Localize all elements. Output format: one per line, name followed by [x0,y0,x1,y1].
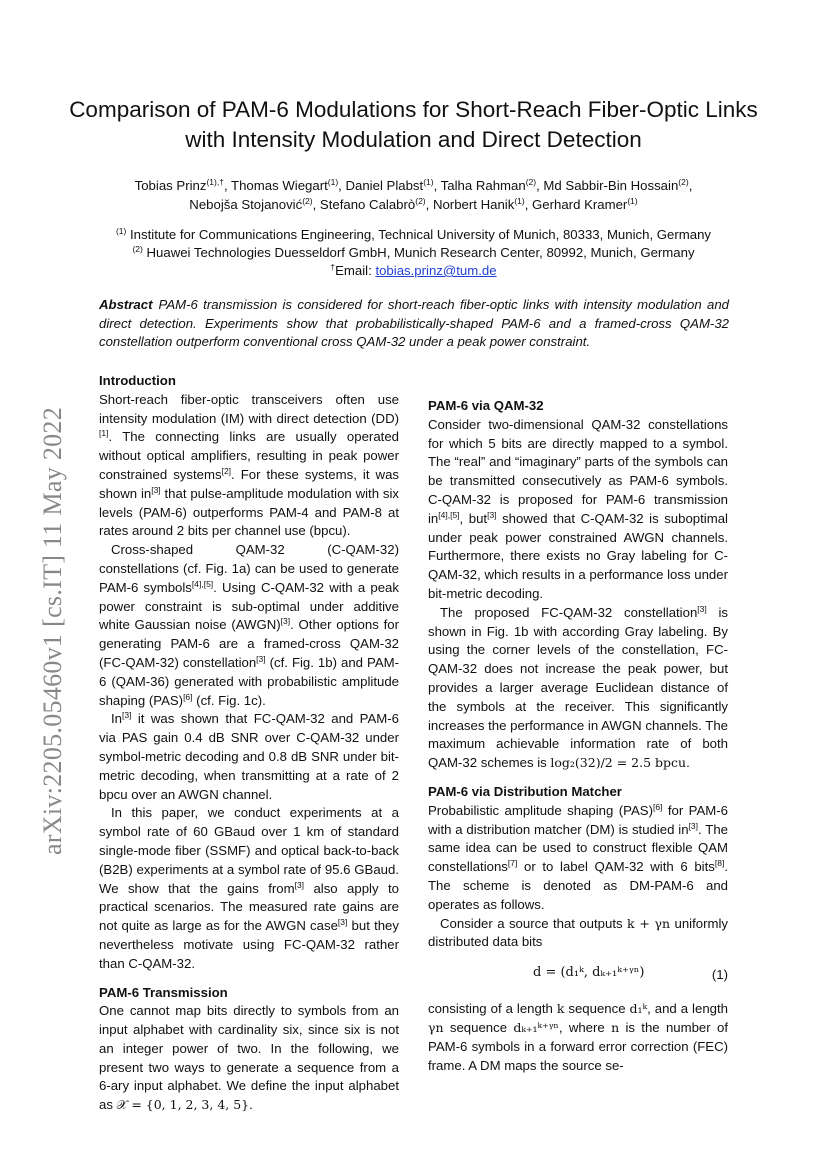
citation: [3] [151,484,161,495]
inline-math: dₖ₊₁ᵏ⁺ᵞⁿ [513,1019,559,1035]
citation: [4],[5] [438,509,460,520]
affil-marker: † [330,262,336,272]
inline-math: d₁ᵏ [629,1001,648,1017]
citation: [3] [487,509,497,520]
inline-math: k + γn [627,915,671,931]
arxiv-sidebar-identifier: arXiv:2205.05460v1 [cs.IT] 11 May 2022 [38,406,67,855]
author-name: , Thomas Wiegart [223,178,328,193]
citation: [1] [99,428,109,439]
equation-expression: d = (d₁ᵏ, dₖ₊₁ᵏ⁺ᵞⁿ) [533,965,645,981]
citation: [4],[5] [191,578,214,589]
paper-title: Comparison of PAM-6 Modulations for Short-Reach Fiber-Optic Links with Intensity Modulation and Direct Detection [69,97,758,152]
author-name: Tobias Prinz [134,178,207,193]
citation: [3] [697,603,707,614]
inline-math: n [611,1019,620,1035]
section-heading-pam6-via-dm: PAM-6 via Distribution Matcher [428,783,622,799]
author-affil-marker: (2) [525,177,537,187]
author-affil-marker: (1) [627,196,638,206]
citation: [6] [183,691,193,702]
citation: [8] [714,858,725,869]
affil-marker: (2) [132,244,143,254]
author-affil-marker: (1) [514,196,525,206]
input-alphabet-math: 𝒳 = {0, 1, 2, 3, 4, 5} [116,1097,250,1113]
affiliation-line-1 [60,226,767,244]
author-name: , Md Sabbir-Bin Hossain [536,178,679,193]
author-separator: , [688,178,693,193]
section-heading-introduction: Introduction [99,373,176,388]
citation: [3] [256,653,266,664]
author-name: Nebojša Stojanović [189,197,303,212]
author-affil-marker: (2) [302,196,313,206]
equation-1 [428,956,728,994]
left-column [99,372,399,1115]
abstract [99,296,729,352]
email-link[interactable]: tobias.prinz@tum.de [375,263,497,278]
abstract-label: Abstract [99,297,153,312]
affiliation-line-2 [60,244,767,262]
citation: [3] [294,879,305,890]
email-line [60,262,767,280]
author-affil-marker: (2) [415,196,426,206]
section-heading-pam6-transmission: PAM-6 Transmission [99,984,228,1000]
inline-math: k [556,1001,565,1017]
equation-number: (1) [711,967,728,983]
author-name: , Gerhard Kramer [524,197,628,212]
affil-marker: (1) [115,226,127,236]
section-heading-pam6-via-qam32: PAM-6 via QAM-32 [428,398,544,413]
paragraph: Short-reach fiber-optic transceivers often use intensity modulation (IM) with direct detection (DD)[1]. The connecting links are usually operated without optical amplifiers, resulting in peak power constrained systems[2]. For these systems, it was shown in[3] that pulse-amplitude modulation with six levels (PAM-6) outperforms PAM-4 and PAM-8 at rates around 2 bits per channel use (bpcu). [99,391,399,539]
author-affil-marker: (1) [423,177,434,187]
author-affil-marker: (1),† [206,177,224,187]
affil-text: Huawei Technologies Duesseldorf GmbH, Munich Research Center, 80992, Munich, Germany [142,245,695,260]
citation: [3] [688,820,699,831]
rate-math: log₂(32)/2 = 2.5 bpcu [550,755,687,771]
inline-math: γn [428,1019,444,1035]
citation: [3] [337,917,348,928]
paragraph: The proposed FC-QAM-32 constellation[3] is shown in Fig. 1b with according Gray labeling. By using the corner levels of the constellation, FC-QAM-32 does not increase the peak power, but provides a larger average Euclidean distance of the symbols at the receiver. This significantly increases the performance in AWGN channels. The maximum achievable information rate of both QAM-32 schemes is log₂(32)/2 = 2.5 bpcu. [428,603,729,771]
affil-text: Institute for Communications Engineering, Technical University of Munich, 80333, Munich, Germany [126,227,712,242]
paragraph: In this paper, we conduct experiments at a symbol rate of 60 GBaud over 1 km of standard single-mode fiber (SSMF) and optical back-to-back (B2B) experiments at a symbol rate of 95.6 GBaud. We show that the gains from[3] also apply to practical scenarios. The measured rate gains are not quite as large as for the AWGN case[3] but they nevertheless motivate using FC-QAM-32 rather than C-QAM-32. [99,805,399,971]
paragraph: One cannot map bits directly to symbols from an input alphabet with cardinality six, since six is not an integer power of two. In the following, we present two ways to generate a sequence from a 6-ary input alphabet. We define the input alphabet as 𝒳 = {0, 1, 2, 3, 4, 5}. [99,1003,399,1113]
abstract-text: PAM-6 transmission is considered for short-reach fiber-optic links with intensity modulation and direct detection. Experiments show that probabilistically-shaped PAM-6 and a framed-cross QAM-32 constellation outperform conventional cross QAM-32 under a peak power constraint. [99,297,729,349]
author-affil-marker: (1) [327,177,339,187]
paragraph: Probabilistic amplitude shaping (PAS)[6] for PAM-6 with a distribution matcher (DM) is studied in[3]. The same idea can be used to construct flexible QAM constellations[7] or to label QAM-32 with 6 bits[8]. The scheme is denoted as DM-PAM-6 and operates as follows. [428,801,729,912]
author-name: , Daniel Plabst [338,178,424,193]
author-name: , Norbert Hanik [425,197,515,212]
author-affil-marker: (2) [678,177,689,187]
right-column [428,391,728,1075]
citation: [2] [221,465,232,476]
author-list [60,176,767,214]
citation: [3] [280,616,291,627]
paragraph: Consider a source that outputs k + γn uniformly distributed data bits [428,915,728,950]
author-name: , Talha Rahman [433,178,526,193]
email-label: Email: [335,263,376,278]
citation: [6] [652,801,663,812]
paragraph: Consider two-dimensional QAM-32 constellations for which 5 bits are directly mapped to a symbol. The “real” and “imaginary” parts of the symbols can be transmitted consecutively as PAM-6 symbols. C-QAM-32 is proposed for PAM-6 transmission in[4],[5], but[3] showed that C-QAM-32 is suboptimal under peak power constrained AWGN channels. Furthermore, there exists no Gray labeling for C-QAM-32, which results in a performance loss under bit-metric decoding. [428,416,728,601]
citation: [3] [122,710,132,721]
paragraph: consisting of a length k sequence d₁ᵏ, and a length γn sequence dₖ₊₁ᵏ⁺ᵞⁿ, where n is the number of PAM-6 symbols in a forward error correction (FEC) frame. A DM maps the source se- [428,1001,728,1073]
citation: [7] [507,858,518,869]
author-name: , Stefano Calabrò [312,197,416,212]
paragraph: Cross-shaped QAM-32 (C-QAM-32) constellations (cf. Fig. 1a) can be used to generate PAM-6 symbols[4],[5]. Using C-QAM-32 with a peak power constraint is sub-optimal under additive white Gaussian noise (AWGN)[3]. Other options for generating PAM-6 are a framed-cross QAM-32 (FC-QAM-32) constellation[3] (cf. Fig. 1b) and PAM-6 (QAM-36) generated with probabilistic amplitude shaping (PAS)[6] (cf. Fig. 1c). [99,542,399,708]
affiliations [60,226,767,280]
paragraph: In[3] it was shown that FC-QAM-32 and PAM-6 via PAS gain 0.4 dB SNR over C-QAM-32 under symbol-metric decoding and 0.8 dB SNR under bit-metric decoding, when transmitting at a rate of 2 bpcu over an AWGN channel. [99,710,399,802]
